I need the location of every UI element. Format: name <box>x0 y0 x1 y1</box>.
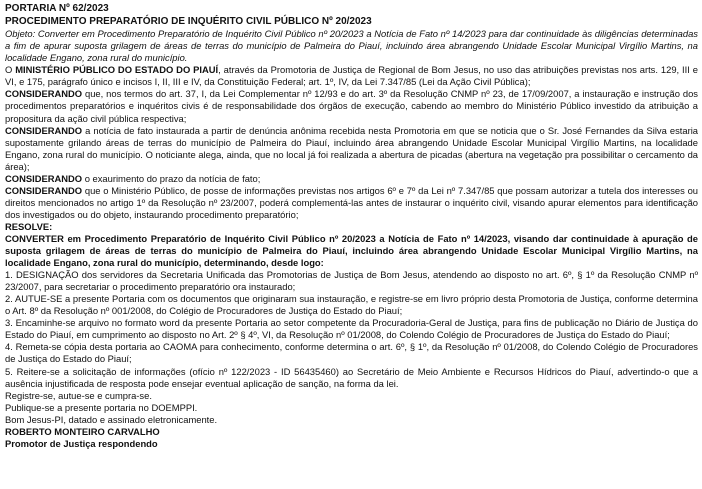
org-name: MINISTÉRIO PÚBLICO DO ESTADO DO PIAUÍ <box>15 64 219 76</box>
considerando-paragraph <box>5 173 698 185</box>
considerando-keyword: CONSIDERANDO <box>5 172 83 184</box>
portaria-number: PORTARIA Nº 62/2023 <box>5 3 109 14</box>
intro-paragraph <box>5 64 698 88</box>
considerando-paragraph <box>5 88 698 124</box>
considerando-keyword: CONSIDERANDO <box>5 88 83 100</box>
procedimento-title: PROCEDIMENTO PREPARATÓRIO DE INQUÉRITO CIVIL PÚBLICO Nº 20/2023 <box>5 15 372 27</box>
determinacao-item: 3. Encaminhe-se arquivo no formato word da presente Portaria ao setor competente da Procuradoria-Geral de Justiça, para fins de publicação no Diário de Justiça do Estado do Piauí, em cumprimento ao disposto no Art. 2º § 4º, VI, da Resolução nº 01/2008, do Colendo Colégio de Procuradores de Justiça do Estado do Piauí; <box>5 317 698 341</box>
considerando-paragraph <box>5 185 698 221</box>
determinacao-item: 5. Reitere-se a solicitação de informações (ofício nº 122/2023 - ID 56435460) ao Secretário de Meio Ambiente e Recursos Hídricos do Piauí, advertindo-o que a ausência injustificada de resposta pode ensejar eventual aplicação de sanção, na forma da lei. <box>5 365 698 389</box>
determinacao-item: 2. AUTUE-SE a presente Portaria com os documentos que originaram sua instauração, e registre-se em livro próprio desta Promotoria de Justiça, conforme determina o Art. 8º da Resolução nº 001/2008, do Colégio de Procuradores de Justiça do Estado do Piauí; <box>5 293 698 317</box>
signature-role: Promotor de Justiça respondendo <box>5 437 158 449</box>
considerando-text: a notícia de fato instaurada a partir de denúncia anônima recebida nesta Promotoria em que se noticia que o Sr. José Fernandes da Silva estaria supostamente grilando áreas de terras do município de Palmeira do Piauí, incluindo área abrangendo Unidade Escolar Municipal Virgílio Martins, na localidade Engano, zona rural do município. O noticiante alega, ainda, que no local já foi realizada a abertura de picadas (abertura na vegetação pra possibilitar o cercamento da área); <box>5 124 698 172</box>
signature-name: ROBERTO MONTEIRO CARVALHO <box>5 425 160 437</box>
converter-paragraph: CONVERTER em Procedimento Preparatório de Inquérito Civil Público nº 20/2023 a Notícia de Fato nº 14/2023, visando dar continuidade à apuração de suposta grilagem de áreas de terras do município de Palmeira do Piauí, incluindo área abrangendo Unidade Escolar Municipal Virgílio Martins, na localidade Engano, zona rural do município, determinando, desde logo: <box>5 232 698 269</box>
considerando-paragraph <box>5 125 698 173</box>
closing-line: Registre-se, autue-se e cumpra-se. <box>5 389 152 401</box>
considerando-text: o exaurimento do prazo da notícia de fato; <box>82 172 261 184</box>
objeto-paragraph: Objeto: Converter em Procedimento Preparatório de Inquérito Civil Público nº 20/2023 a Notícia de Fato nº 14/2023 para dar continuidade às diligências determinadas a fim de apurar suposta grilagem de áreas de terras do município de Palmeira do Piauí, incluindo área abrangendo Unidade Escolar Municipal Virgílio Martins, na localidade Engano, zona rural do município. <box>5 28 698 64</box>
considerando-text: que, nos termos do art. 37, I, da Lei Complementar nº 12/93 e do art. 3º da Resolução CNMP nº 23, de 17/09/2007, a instauração e instrução dos procedimentos preparatórios e inquéritos civis é de responsabilidade dos órgãos de execução, cabendo ao membro do Ministério Público investido da atribuição a propositura da ação civil pública respectiva; <box>5 88 698 124</box>
intro-text: , através da Promotoria de Justiça de Regional de Bom Jesus, no uso das atribuições previstas nos arts. 129, III e VI, e 175, parágrafo único e incisos I, II, III e IV, da Constituição Federal; art. 1º, IV, da Lei 7.347/85 (Lei da Ação Civil Pública); <box>5 64 698 88</box>
considerando-keyword: CONSIDERANDO <box>5 124 83 136</box>
document <box>5 3 698 450</box>
considerando-keyword: CONSIDERANDO <box>5 184 83 196</box>
closing-line: Publique-se a presente portaria no DOEMPPI. <box>5 401 198 413</box>
determinacao-item: 1. DESIGNAÇÃO dos servidores da Secretaria Unificada das Promotorias de Justiça de Bom Jesus, atendendo ao disposto no art. 6º, § 1º da Resolução CNMP nº 23/2007, para secretariar o procedimento preparatório ora instaurado; <box>5 269 698 293</box>
determinacao-item: 4. Remeta-se cópia desta portaria ao CAOMA para conhecimento, conforme determina o art. 6º, § 1º, da Resolução nº 01/2008, do Colendo Colégio de Procuradores de Justiça do Estado do Piauí; <box>5 341 698 365</box>
intro-prefix: O <box>5 64 16 76</box>
closing-line: Bom Jesus-PI, datado e assinado eletronicamente. <box>5 413 218 425</box>
considerando-text: que o Ministério Público, de posse de informações previstas nos artigos 6º e 7º da Lei nº 7.347/85 que possam autorizar a tutela dos interesses ou direitos mencionados no artigo 1º da Resolução nº 23/2007, poderá complementá-las antes de instaurar o inquérito civil, visando apurar elementos para identificação dos investigados ou do objeto, instaurando procedimento preparatório; <box>5 184 698 220</box>
resolve-heading: RESOLVE: <box>5 220 53 232</box>
